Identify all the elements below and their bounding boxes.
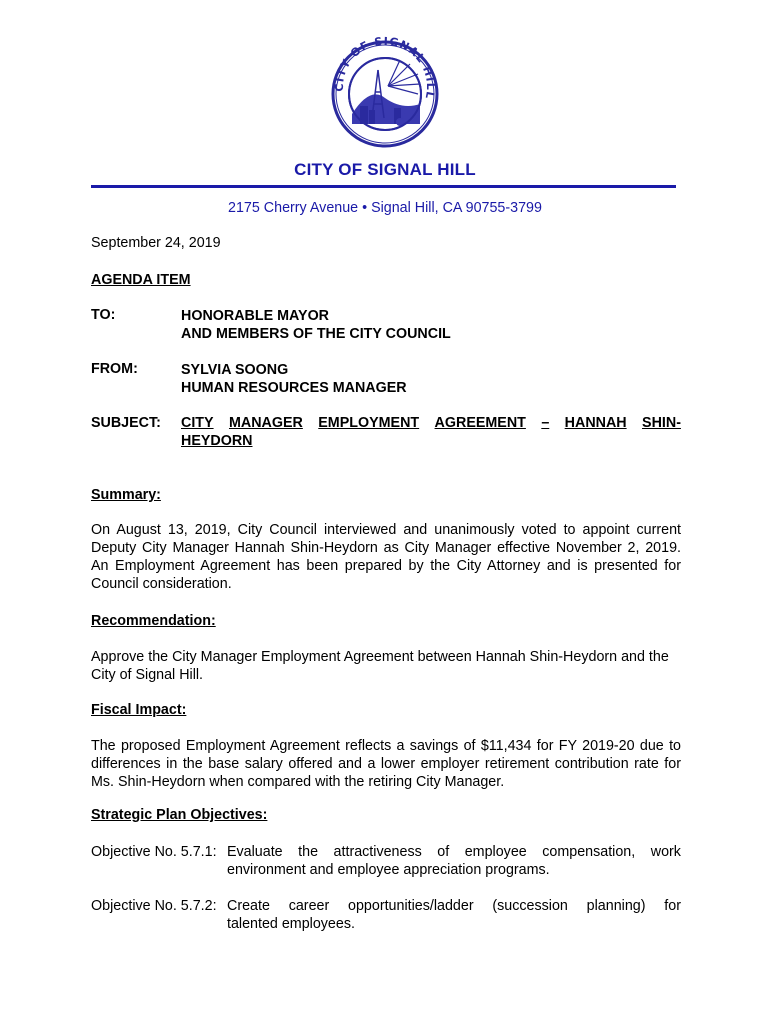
subject-word: CITY bbox=[181, 415, 214, 431]
subject-word: AGREEMENT bbox=[434, 415, 526, 431]
to-label: TO: bbox=[91, 307, 116, 323]
subject-word: EMPLOYMENT bbox=[318, 415, 420, 431]
objective-word: planning) bbox=[586, 898, 646, 914]
letterhead-city-name: CITY OF SIGNAL HILL bbox=[294, 160, 476, 179]
to-line-1: HONORABLE MAYOR bbox=[181, 308, 330, 324]
subject-word: MANAGER bbox=[228, 415, 303, 431]
objective-word: career bbox=[288, 898, 330, 914]
objective-word: employee bbox=[464, 844, 527, 860]
subject-text bbox=[181, 414, 681, 450]
from-line-1: SYLVIA SOONG bbox=[181, 362, 289, 378]
recommendation-body: Approve the City Manager Employment Agreement between Hannah Shin-Heydorn and the City of Signal Hill. bbox=[91, 649, 669, 683]
objective-word: work bbox=[650, 844, 681, 860]
objective-word: opportunities/ladder bbox=[348, 898, 474, 914]
objective-line-1 bbox=[227, 897, 681, 915]
letterhead-address: 2175 Cherry Avenue • Signal Hill, CA 90755-3799 bbox=[228, 200, 542, 216]
document-date: September 24, 2019 bbox=[91, 235, 221, 251]
objective-word: of bbox=[437, 844, 450, 860]
subject-word: – bbox=[541, 415, 550, 431]
strategic-plan-heading: Strategic Plan Objectives: bbox=[91, 807, 268, 823]
subject-line-2: HEYDORN bbox=[181, 433, 253, 449]
objective-word: for bbox=[664, 898, 681, 914]
recommendation-heading: Recommendation: bbox=[91, 613, 216, 629]
subject-word: HANNAH bbox=[564, 415, 627, 431]
objective-line-2: environment and employee appreciation programs. bbox=[227, 862, 550, 878]
from-label: FROM: bbox=[91, 361, 138, 377]
objective-label: Objective No. 5.7.1: bbox=[91, 844, 217, 860]
objective-word: (succession bbox=[492, 898, 568, 914]
subject-word: SHIN- bbox=[642, 415, 681, 431]
to-line-2: AND MEMBERS OF THE CITY COUNCIL bbox=[181, 326, 451, 342]
from-line-2: HUMAN RESOURCES MANAGER bbox=[181, 380, 407, 396]
objective-text bbox=[227, 897, 681, 933]
objective-line-1 bbox=[227, 843, 681, 861]
agenda-item-label: AGENDA ITEM bbox=[91, 272, 191, 288]
fiscal-impact-body: The proposed Employment Agreement reflects a savings of $11,434 for FY 2019-20 due to differences in the base salary offered and a lower employer retirement contribution rate for Ms. Shin-Heydorn when compared with the retiring City Manager. bbox=[91, 738, 681, 790]
objective-word: Create bbox=[227, 898, 270, 914]
objective-word: Evaluate bbox=[227, 844, 283, 860]
objective-text bbox=[227, 843, 681, 879]
svg-text:CITY OF SIGNAL HILL: CITY OF SIGNAL HILL bbox=[332, 34, 438, 101]
subject-line-1 bbox=[181, 414, 681, 432]
city-seal-logo bbox=[330, 26, 440, 160]
objective-word: attractiveness bbox=[333, 844, 422, 860]
summary-heading: Summary: bbox=[91, 487, 161, 503]
objective-label: Objective No. 5.7.2: bbox=[91, 898, 217, 914]
letterhead-divider bbox=[91, 185, 676, 188]
objective-word: the bbox=[298, 844, 319, 860]
summary-body: On August 13, 2019, City Council interviewed and unanimously voted to appoint current Deputy City Manager Hannah Shin-Heydorn as City Manager effective November 2, 2019. An Employment Agreement has been prepared by the City Attorney and is presented for Council consideration. bbox=[91, 522, 681, 592]
fiscal-impact-heading: Fiscal Impact: bbox=[91, 702, 187, 718]
subject-label: SUBJECT: bbox=[91, 415, 161, 431]
objective-word: compensation, bbox=[542, 844, 636, 860]
objective-line-2: talented employees. bbox=[227, 916, 355, 932]
